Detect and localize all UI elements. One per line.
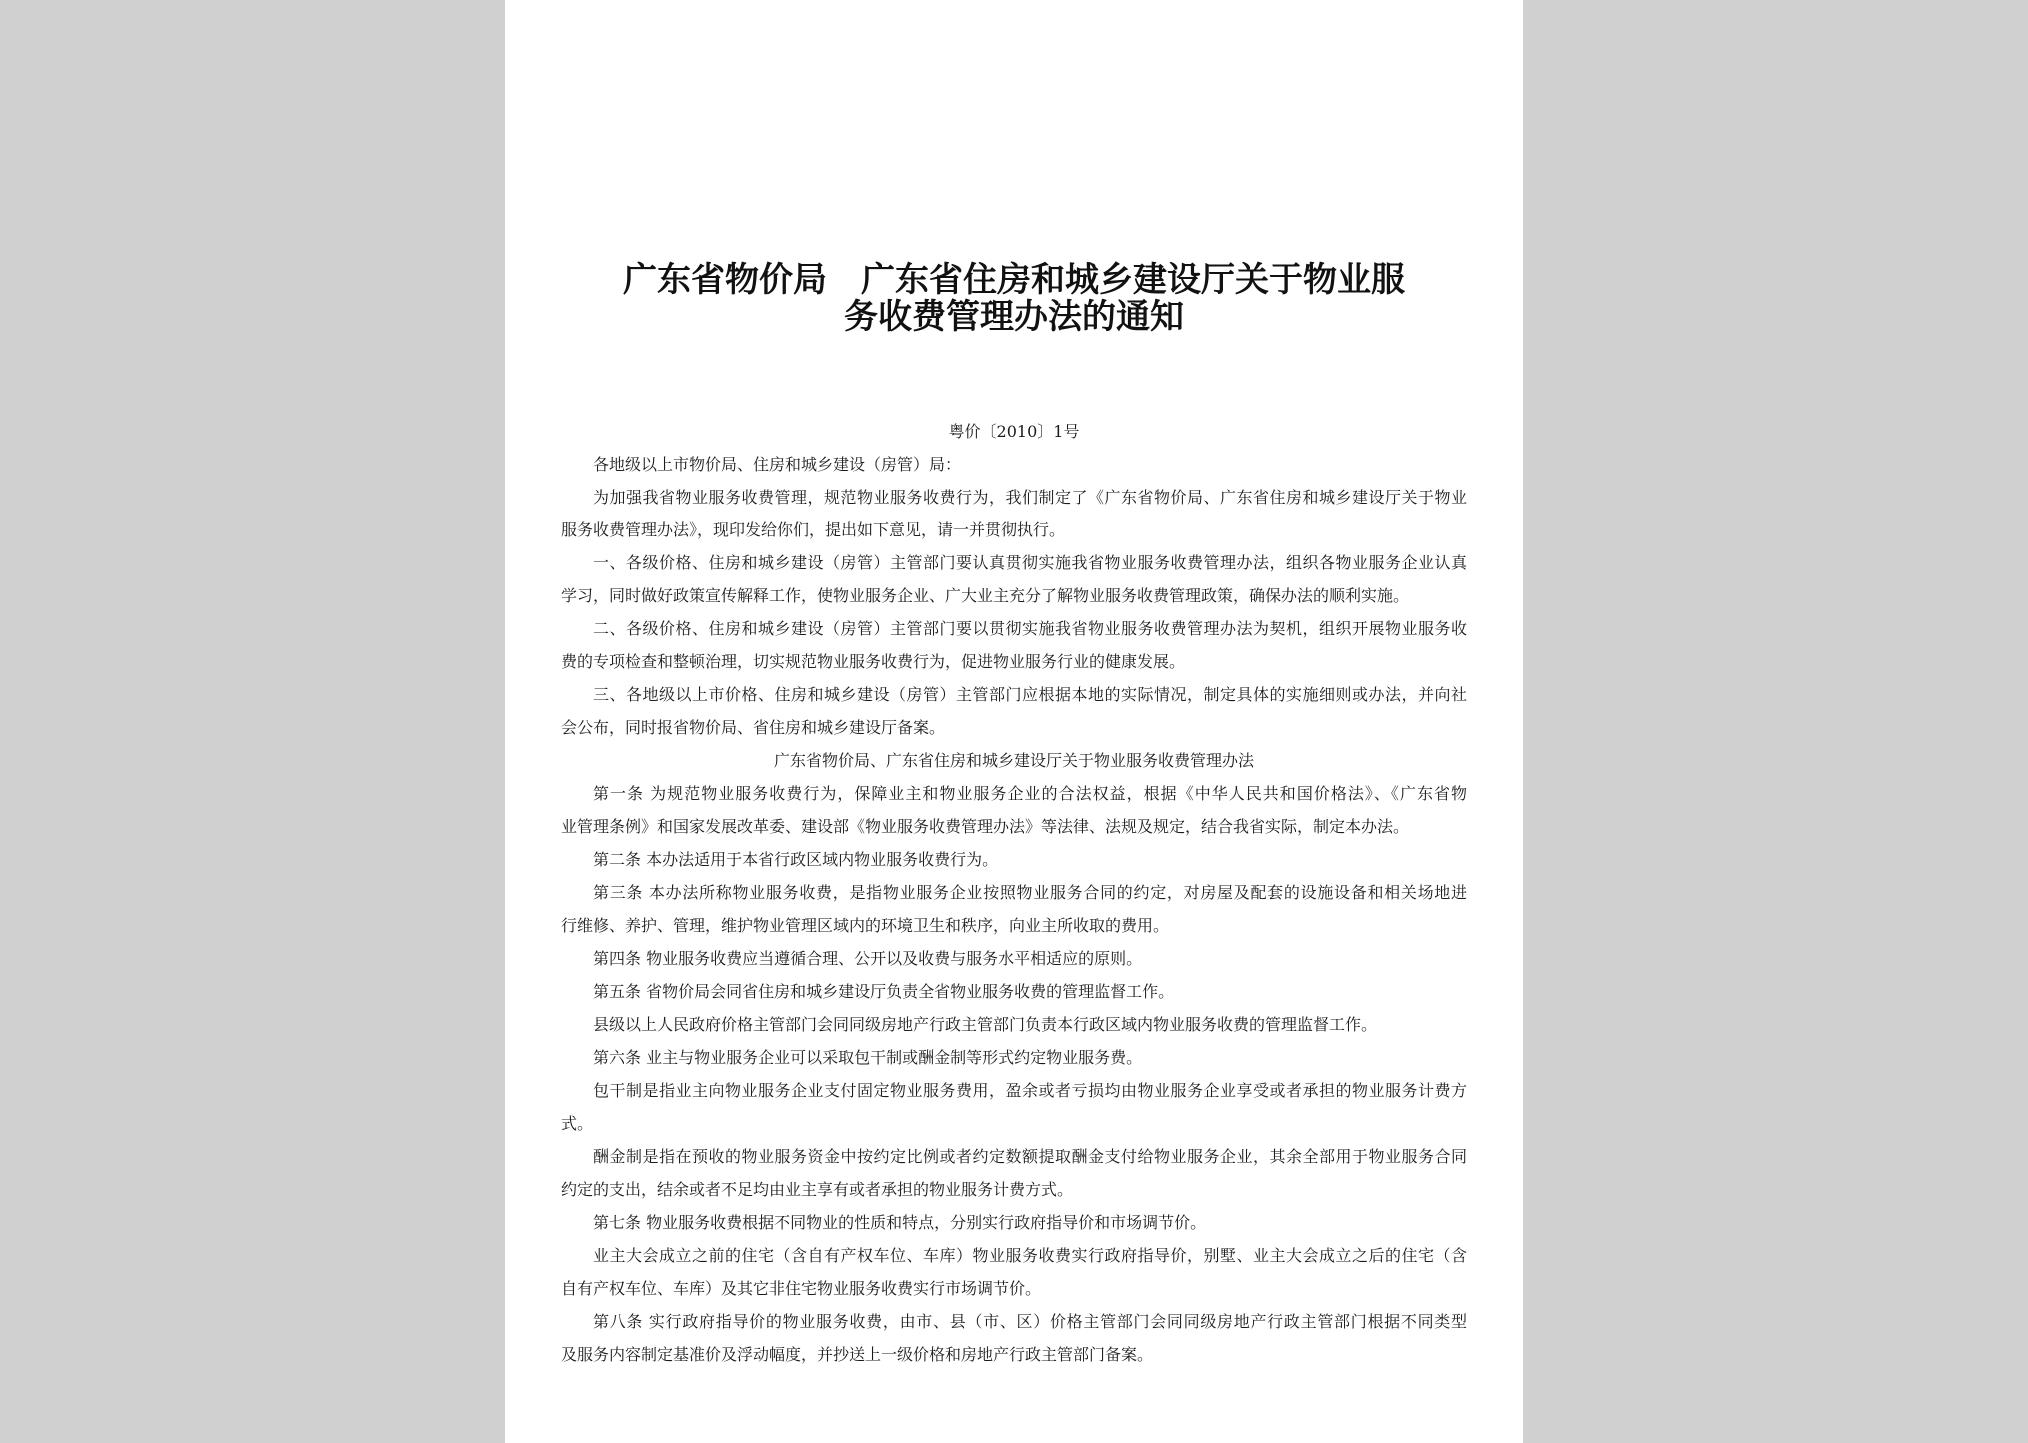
paragraph-line: 包干制是指业主向物业服务企业支付固定物业服务费用，盈余或者亏损均由物业服务企业享受或者承担的物业服务计费方 xyxy=(593,1081,1467,1100)
paragraph-line: 第六条 业主与物业服务企业可以采取包干制或酬金制等形式约定物业服务费。 xyxy=(593,1048,1143,1067)
paragraph-line: 约定的支出，结余或者不足均由业主享有或者承担的物业服务计费方式。 xyxy=(561,1180,1074,1199)
document-number: 粤价〔2010〕1号 xyxy=(948,422,1080,441)
paragraph-line: 费的专项检查和整顿治理，切实规范物业服务收费行为，促进物业服务行业的健康发展。 xyxy=(561,652,1186,671)
document-title-line-1: 广东省物价局 广东省住房和城乡建设厅关于物业服 xyxy=(623,260,1405,300)
paragraph-line: 酬金制是指在预收的物业服务资金中按约定比例或者约定数额提取酬金支付给物业服务企业，其余全部用于物业服务合同 xyxy=(593,1147,1467,1166)
paragraph-line: 县级以上人民政府价格主管部门会同同级房地产行政主管部门负责本行政区域内物业服务收费的管理监督工作。 xyxy=(593,1015,1378,1034)
paragraph-line: 自有产权车位、车库）及其它非住宅物业服务收费实行市场调节价。 xyxy=(561,1279,1042,1298)
paragraph-line: 式。 xyxy=(561,1114,594,1133)
paragraph-line: 第八条 实行政府指导价的物业服务收费，由市、县（市、区）价格主管部门会同同级房地产行政主管部门根据不同类型 xyxy=(593,1312,1467,1331)
paragraph-line: 及服务内容制定基准价及浮动幅度，并抄送上一级价格和房地产行政主管部门备案。 xyxy=(561,1345,1154,1364)
paragraph-line: 会公布，同时报省物价局、省住房和城乡建设厅备案。 xyxy=(561,718,946,737)
addressee: 各地级以上市物价局、住房和城乡建设（房管）局： xyxy=(593,455,962,474)
paragraph-line: 服务收费管理办法》，现印发给你们，提出如下意见，请一并贯彻执行。 xyxy=(561,520,1066,539)
paragraph-line: 为加强我省物业服务收费管理，规范物业服务收费行为，我们制定了《广东省物价局、广东省住房和城乡建设厅关于物业 xyxy=(593,488,1467,507)
document-title-line-2: 务收费管理办法的通知 xyxy=(844,297,1184,337)
document-page xyxy=(505,0,1523,1443)
paragraph-line: 第七条 物业服务收费根据不同物业的性质和特点，分别实行政府指导价和市场调节价。 xyxy=(593,1213,1207,1232)
paragraph-line: 第三条 本办法所称物业服务收费，是指物业服务企业按照物业服务合同的约定，对房屋及配套的设施设备和相关场地进 xyxy=(593,883,1467,902)
paragraph-line: 业管理条例》和国家发展改革委、建设部《物业服务收费管理办法》等法律、法规及规定，结合我省实际，制定本办法。 xyxy=(561,817,1410,836)
paragraph-line: 行维修、养护、管理，维护物业管理区域内的环境卫生和秩序，向业主所收取的费用。 xyxy=(561,916,1170,935)
paragraph-line: 第一条 为规范物业服务收费行为，保障业主和物业服务企业的合法权益，根据《中华人民共和国价格法》、《广东省物 xyxy=(593,784,1467,803)
attachment-title: 广东省物价局、广东省住房和城乡建设厅关于物业服务收费管理办法 xyxy=(773,751,1254,770)
paragraph-line: 业主大会成立之前的住宅（含自有产权车位、车库）物业服务收费实行政府指导价，别墅、业主大会成立之后的住宅（含 xyxy=(593,1246,1467,1265)
paragraph-line: 二、各级价格、住房和城乡建设（房管）主管部门要以贯彻实施我省物业服务收费管理办法为契机，组织开展物业服务收 xyxy=(593,619,1467,638)
paragraph-line: 第五条 省物价局会同省住房和城乡建设厅负责全省物业服务收费的管理监督工作。 xyxy=(593,982,1175,1001)
paragraph-line: 一、各级价格、住房和城乡建设（房管）主管部门要认真贯彻实施我省物业服务收费管理办法，组织各物业服务企业认真 xyxy=(593,553,1467,572)
paragraph-line: 第四条 物业服务收费应当遵循合理、公开以及收费与服务水平相适应的原则。 xyxy=(593,949,1143,968)
paragraph-line: 第二条 本办法适用于本省行政区域内物业服务收费行为。 xyxy=(593,850,999,869)
paragraph-line: 学习，同时做好政策宣传解释工作，使物业服务企业、广大业主充分了解物业服务收费管理政策，确保办法的顺利实施。 xyxy=(561,586,1410,605)
paragraph-line: 三、各地级以上市价格、住房和城乡建设（房管）主管部门应根据本地的实际情况，制定具体的实施细则或办法，并向社 xyxy=(593,685,1467,704)
